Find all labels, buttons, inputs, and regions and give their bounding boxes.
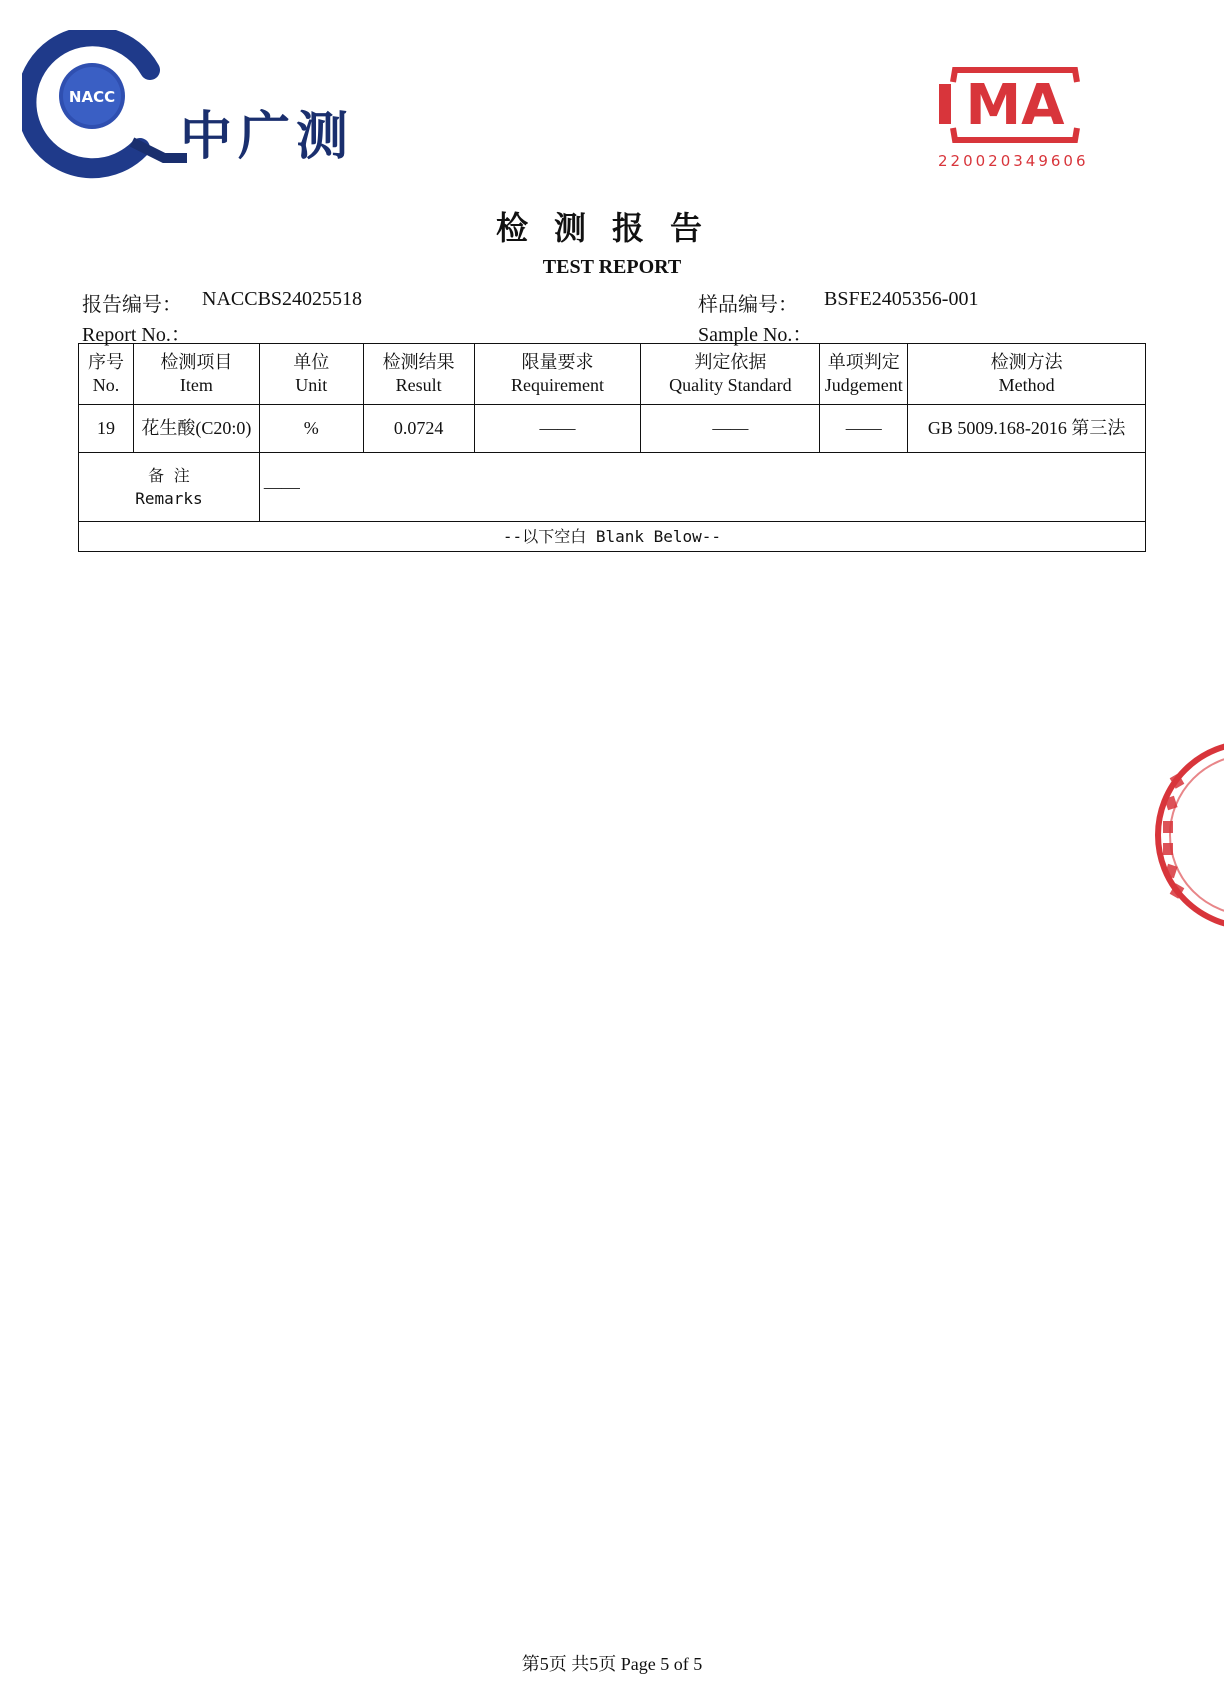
col-header-result: 检测结果 Result — [363, 344, 474, 405]
cma-mark-text: MA — [965, 73, 1065, 138]
cell-judgement: —— — [820, 405, 908, 453]
col-header-unit: 单位 Unit — [259, 344, 363, 405]
blank-below-text: --以下空白 Blank Below-- — [79, 522, 1146, 552]
report-no-label-en: Report No.： — [82, 324, 191, 346]
sample-no-label-cn: 样品编号： — [698, 294, 798, 316]
page-footer: 第5页 共5页 Page 5 of 5 — [521, 1654, 703, 1674]
report-no-value: NACCBS24025518 — [202, 288, 363, 310]
sample-no-value: BSFE2405356-001 — [824, 288, 979, 310]
nacc-logo-text: 中广测 — [180, 107, 355, 167]
table-row — [79, 405, 1146, 453]
col-header-requirement: 限量要求 Requirement — [474, 344, 641, 405]
remarks-label: 备 注 Remarks — [79, 453, 260, 522]
remarks-row — [79, 453, 1146, 522]
table-header-row — [79, 344, 1146, 405]
remarks-value: —— — [259, 453, 1145, 522]
results-table — [78, 343, 1146, 552]
col-header-method: 检测方法 Method — [908, 344, 1146, 405]
nacc-logo — [22, 30, 382, 180]
sample-no-label-en: Sample No.： — [698, 324, 813, 346]
cell-requirement: —— — [474, 405, 641, 453]
col-header-standard: 判定依据 Quality Standard — [641, 344, 820, 405]
col-header-judgement: 单项判定 Judgement — [820, 344, 908, 405]
report-title-en: TEST REPORT — [542, 256, 682, 278]
nacc-badge-text: NACC — [68, 88, 116, 106]
cell-standard: —— — [641, 405, 820, 453]
cma-number: 220020349606 — [938, 152, 1089, 170]
report-title-cn: 检测报告 — [495, 209, 728, 247]
col-header-no: 序号 No. — [79, 344, 134, 405]
cell-unit: % — [259, 405, 363, 453]
cell-item: 花生酸(C20:0) — [133, 405, 259, 453]
official-seal — [1150, 735, 1224, 935]
report-no-label-cn: 报告编号： — [82, 294, 182, 316]
cell-result: 0.0724 — [363, 405, 474, 453]
cell-no: 19 — [79, 405, 134, 453]
col-header-item: 检测项目 Item — [133, 344, 259, 405]
cell-method: GB 5009.168-2016 第三法 — [908, 405, 1146, 453]
blank-below-row — [79, 522, 1146, 552]
